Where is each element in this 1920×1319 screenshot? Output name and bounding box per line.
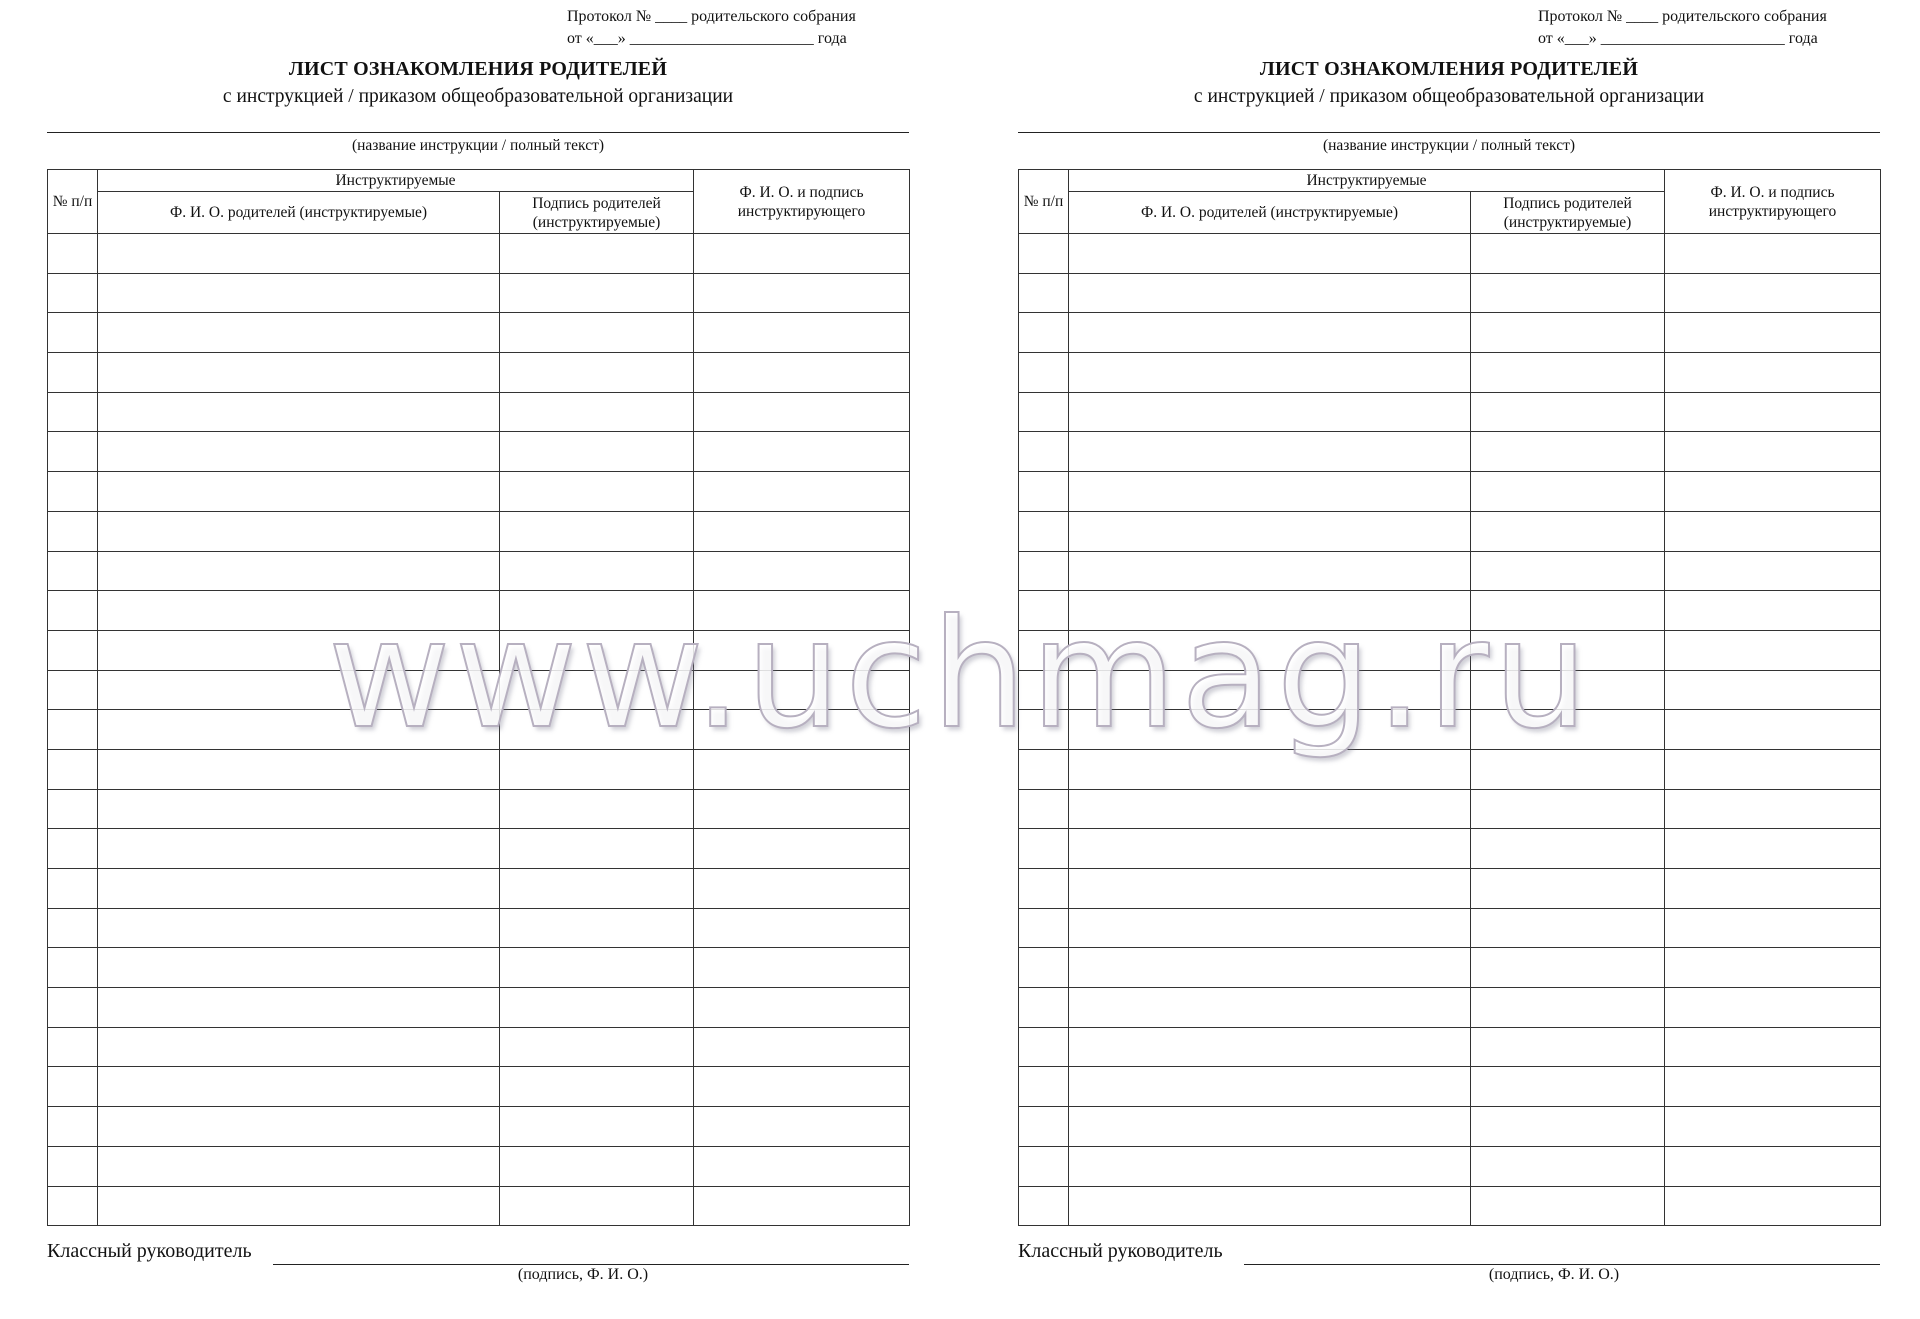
cell-instructor	[694, 353, 910, 393]
col-header-group-instructed: Инструктируемые	[98, 170, 694, 192]
cell-number	[1019, 273, 1069, 313]
cell-instructor	[694, 551, 910, 591]
cell-number	[1019, 1027, 1069, 1067]
protocol-header	[567, 6, 897, 50]
cell-parents-signature	[1471, 353, 1665, 393]
cell-parents-name	[98, 353, 500, 393]
cell-number	[1019, 551, 1069, 591]
cell-parents-signature	[1471, 789, 1665, 829]
col-header-instructor: Ф. И. О. и подпись инструктирующего	[1665, 170, 1881, 234]
col-header-number: № п/п	[1019, 170, 1069, 234]
cell-instructor	[1665, 234, 1881, 274]
cell-parents-signature	[1471, 710, 1665, 750]
table-row	[1019, 234, 1881, 274]
cell-parents-name	[1069, 749, 1471, 789]
cell-instructor	[694, 789, 910, 829]
table-row	[48, 313, 910, 353]
cell-parents-name	[98, 313, 500, 353]
cell-parents-name	[98, 710, 500, 750]
cell-number	[1019, 472, 1069, 512]
cell-number	[48, 591, 98, 631]
cell-parents-signature	[1471, 1146, 1665, 1186]
cell-instructor	[694, 591, 910, 631]
cell-number	[48, 551, 98, 591]
table-row	[1019, 829, 1881, 869]
cell-instructor	[1665, 630, 1881, 670]
table-row	[48, 591, 910, 631]
cell-number	[48, 749, 98, 789]
cell-number	[48, 789, 98, 829]
cell-parents-name	[98, 630, 500, 670]
cell-number	[48, 630, 98, 670]
table-row	[48, 472, 910, 512]
cell-instructor	[694, 273, 910, 313]
cell-parents-signature	[1471, 313, 1665, 353]
cell-parents-signature	[500, 908, 694, 948]
table-row	[1019, 551, 1881, 591]
cell-number	[48, 1067, 98, 1107]
cell-parents-signature	[500, 670, 694, 710]
table-row	[1019, 1107, 1881, 1147]
table-row	[1019, 313, 1881, 353]
class-teacher-label: Классный руководитель	[1018, 1240, 1223, 1262]
cell-number	[48, 869, 98, 909]
cell-parents-signature	[500, 710, 694, 750]
cell-number	[1019, 1067, 1069, 1107]
cell-number	[1019, 432, 1069, 472]
class-teacher-signature-caption: (подпись, Ф. И. О.)	[517, 1266, 649, 1283]
cell-parents-signature	[500, 1067, 694, 1107]
table-row	[48, 829, 910, 869]
cell-parents-signature	[500, 789, 694, 829]
cell-parents-name	[1069, 670, 1471, 710]
table-row	[48, 432, 910, 472]
cell-parents-signature	[500, 988, 694, 1028]
cell-parents-name	[1069, 789, 1471, 829]
cell-parents-name	[98, 948, 500, 988]
cell-instructor	[694, 472, 910, 512]
cell-instructor	[1665, 313, 1881, 353]
cell-instructor	[1665, 1067, 1881, 1107]
cell-instructor	[694, 511, 910, 551]
cell-parents-name	[98, 392, 500, 432]
cell-instructor	[1665, 1146, 1881, 1186]
cell-parents-name	[98, 234, 500, 274]
cell-parents-name	[98, 1186, 500, 1226]
cell-instructor	[694, 710, 910, 750]
table-row	[1019, 1186, 1881, 1226]
cell-parents-name	[1069, 829, 1471, 869]
cell-parents-name	[98, 1146, 500, 1186]
table-row	[1019, 869, 1881, 909]
table-row	[48, 353, 910, 393]
cell-number	[48, 670, 98, 710]
table-row	[48, 869, 910, 909]
table-row	[1019, 1146, 1881, 1186]
cell-parents-signature	[1471, 1067, 1665, 1107]
cell-instructor	[694, 1027, 910, 1067]
cell-parents-signature	[1471, 948, 1665, 988]
cell-parents-name	[1069, 472, 1471, 512]
table-row	[48, 392, 910, 432]
cell-number	[1019, 1146, 1069, 1186]
cell-parents-name	[1069, 273, 1471, 313]
col-header-instructor: Ф. И. О. и подпись инструктирующего	[694, 170, 910, 234]
table-row	[48, 1067, 910, 1107]
cell-parents-name	[98, 432, 500, 472]
cell-parents-signature	[1471, 591, 1665, 631]
cell-number	[1019, 710, 1069, 750]
table-row	[1019, 432, 1881, 472]
cell-parents-name	[1069, 432, 1471, 472]
cell-parents-signature	[500, 591, 694, 631]
cell-instructor	[694, 1067, 910, 1107]
cell-parents-name	[98, 789, 500, 829]
cell-parents-name	[1069, 1146, 1471, 1186]
table-row	[48, 670, 910, 710]
cell-instructor	[694, 988, 910, 1028]
sheet-title: ЛИСТ ОЗНАКОМЛЕНИЯ РОДИТЕЛЕЙ	[288, 58, 668, 80]
cell-parents-signature	[1471, 988, 1665, 1028]
cell-parents-name	[98, 908, 500, 948]
protocol-date-line: от «___» _______________________ года	[567, 30, 847, 47]
cell-parents-name	[1069, 591, 1471, 631]
cell-parents-name	[1069, 392, 1471, 432]
cell-instructor	[1665, 988, 1881, 1028]
cell-parents-signature	[500, 432, 694, 472]
cell-parents-name	[98, 988, 500, 1028]
cell-instructor	[1665, 869, 1881, 909]
cell-instructor	[694, 313, 910, 353]
cell-parents-name	[98, 1107, 500, 1147]
cell-parents-signature	[500, 869, 694, 909]
cell-parents-signature	[500, 948, 694, 988]
cell-parents-name	[98, 273, 500, 313]
cell-parents-signature	[1471, 392, 1665, 432]
table-row	[48, 1027, 910, 1067]
cell-parents-name	[1069, 948, 1471, 988]
cell-instructor	[1665, 551, 1881, 591]
table-row	[48, 948, 910, 988]
table-row	[1019, 789, 1881, 829]
table-row	[48, 1186, 910, 1226]
cell-instructor	[1665, 1107, 1881, 1147]
cell-instructor	[1665, 472, 1881, 512]
cell-number	[48, 948, 98, 988]
sheet-subtitle: с инструкцией / приказом общеобразовательной организации	[1193, 86, 1705, 107]
table-row	[48, 273, 910, 313]
cell-parents-signature	[500, 749, 694, 789]
cell-parents-name	[1069, 1027, 1471, 1067]
col-header-parents-signature: Подпись родителей (инструктируемые)	[500, 192, 694, 234]
cell-number	[48, 710, 98, 750]
cell-number	[1019, 392, 1069, 432]
cell-instructor	[1665, 1027, 1881, 1067]
cell-parents-name	[98, 670, 500, 710]
instruction-name-caption: (название инструкции / полный текст)	[1322, 137, 1576, 154]
sheet-subtitle: с инструкцией / приказом общеобразовательной организации	[222, 86, 734, 107]
col-header-number: № п/п	[48, 170, 98, 234]
cell-instructor	[1665, 353, 1881, 393]
cell-parents-name	[98, 1027, 500, 1067]
table-row	[48, 1107, 910, 1147]
cell-parents-signature	[1471, 869, 1665, 909]
cell-parents-name	[1069, 551, 1471, 591]
cell-number	[1019, 869, 1069, 909]
cell-parents-name	[1069, 869, 1471, 909]
cell-parents-signature	[500, 234, 694, 274]
cell-instructor	[694, 670, 910, 710]
cell-number	[1019, 789, 1069, 829]
cell-number	[1019, 749, 1069, 789]
cell-parents-name	[1069, 511, 1471, 551]
cell-parents-signature	[1471, 749, 1665, 789]
cell-parents-name	[98, 551, 500, 591]
cell-parents-signature	[500, 1027, 694, 1067]
table-row	[48, 908, 910, 948]
cell-number	[48, 1186, 98, 1226]
cell-parents-signature	[500, 630, 694, 670]
cell-parents-signature	[500, 392, 694, 432]
cell-instructor	[694, 630, 910, 670]
table-row	[1019, 988, 1881, 1028]
table-row	[1019, 392, 1881, 432]
cell-parents-name	[98, 749, 500, 789]
cell-parents-name	[98, 511, 500, 551]
table-row	[48, 234, 910, 274]
cell-number	[48, 313, 98, 353]
cell-parents-signature	[1471, 908, 1665, 948]
cell-instructor	[1665, 591, 1881, 631]
cell-number	[48, 511, 98, 551]
cell-number	[48, 1146, 98, 1186]
cell-parents-signature	[1471, 234, 1665, 274]
acknowledgement-table	[1018, 169, 1881, 1226]
cell-number	[48, 1027, 98, 1067]
cell-parents-name	[1069, 630, 1471, 670]
cell-parents-signature	[500, 511, 694, 551]
cell-instructor	[1665, 710, 1881, 750]
table-row	[1019, 908, 1881, 948]
col-header-parents-name: Ф. И. О. родителей (инструктируемые)	[98, 192, 500, 234]
table-row	[48, 551, 910, 591]
table-row	[1019, 591, 1881, 631]
cell-parents-name	[1069, 710, 1471, 750]
instruction-name-line	[1018, 132, 1880, 133]
cell-instructor	[694, 1186, 910, 1226]
cell-number	[48, 432, 98, 472]
cell-parents-name	[98, 472, 500, 512]
table-row	[1019, 353, 1881, 393]
cell-parents-name	[1069, 908, 1471, 948]
cell-instructor	[694, 948, 910, 988]
cell-parents-signature	[500, 273, 694, 313]
cell-parents-name	[1069, 1067, 1471, 1107]
table-row	[1019, 273, 1881, 313]
cell-number	[1019, 908, 1069, 948]
table-row	[1019, 670, 1881, 710]
cell-parents-signature	[1471, 472, 1665, 512]
cell-parents-signature	[1471, 511, 1665, 551]
table-row	[1019, 472, 1881, 512]
cell-number	[1019, 988, 1069, 1028]
cell-parents-name	[1069, 313, 1471, 353]
protocol-number-line: Протокол № ____ родительского собрания	[567, 8, 856, 25]
cell-number	[48, 353, 98, 393]
cell-instructor	[694, 869, 910, 909]
cell-parents-signature	[1471, 630, 1665, 670]
cell-instructor	[1665, 749, 1881, 789]
cell-number	[1019, 948, 1069, 988]
cell-instructor	[1665, 392, 1881, 432]
cell-parents-name	[98, 829, 500, 869]
cell-number	[48, 829, 98, 869]
cell-parents-signature	[500, 829, 694, 869]
table-row	[48, 749, 910, 789]
sheet-title: ЛИСТ ОЗНАКОМЛЕНИЯ РОДИТЕЛЕЙ	[1259, 58, 1639, 80]
instruction-name-line	[47, 132, 909, 133]
cell-instructor	[694, 908, 910, 948]
class-teacher-signature-line	[1244, 1264, 1880, 1265]
table-row	[1019, 630, 1881, 670]
cell-parents-signature	[500, 313, 694, 353]
table-row	[48, 511, 910, 551]
cell-number	[48, 988, 98, 1028]
cell-number	[48, 472, 98, 512]
cell-parents-signature	[1471, 551, 1665, 591]
cell-number	[1019, 630, 1069, 670]
cell-instructor	[694, 432, 910, 472]
col-header-group-instructed: Инструктируемые	[1069, 170, 1665, 192]
cell-instructor	[1665, 670, 1881, 710]
cell-parents-name	[98, 869, 500, 909]
watermark: www.uchmag.ru	[327, 588, 1593, 762]
cell-instructor	[694, 1146, 910, 1186]
cell-number	[48, 392, 98, 432]
col-header-parents-signature: Подпись родителей (инструктируемые)	[1471, 192, 1665, 234]
cell-number	[1019, 1186, 1069, 1226]
cell-parents-name	[1069, 1186, 1471, 1226]
protocol-header	[1538, 6, 1868, 50]
protocol-number-line: Протокол № ____ родительского собрания	[1538, 8, 1827, 25]
cell-number	[48, 908, 98, 948]
cell-number	[1019, 829, 1069, 869]
cell-parents-name	[1069, 234, 1471, 274]
class-teacher-label: Классный руководитель	[47, 1240, 252, 1262]
cell-parents-signature	[500, 1107, 694, 1147]
cell-instructor	[1665, 273, 1881, 313]
protocol-date-line: от «___» _______________________ года	[1538, 30, 1818, 47]
table-row	[48, 710, 910, 750]
acknowledgement-table	[47, 169, 910, 1226]
cell-number	[48, 273, 98, 313]
table-row	[1019, 749, 1881, 789]
cell-parents-signature	[1471, 829, 1665, 869]
cell-parents-signature	[1471, 1027, 1665, 1067]
cell-instructor	[694, 829, 910, 869]
table-row	[1019, 1027, 1881, 1067]
cell-instructor	[1665, 789, 1881, 829]
cell-number	[1019, 1107, 1069, 1147]
table-row	[48, 789, 910, 829]
cell-parents-name	[1069, 988, 1471, 1028]
form-sheet-right	[1018, 0, 1880, 1319]
class-teacher-signature-caption: (подпись, Ф. И. О.)	[1488, 1266, 1620, 1283]
cell-instructor	[1665, 948, 1881, 988]
table-row	[1019, 511, 1881, 551]
cell-instructor	[1665, 829, 1881, 869]
table-row	[1019, 1067, 1881, 1107]
cell-parents-signature	[500, 1146, 694, 1186]
cell-parents-signature	[500, 353, 694, 393]
cell-number	[48, 234, 98, 274]
instruction-name-caption: (название инструкции / полный текст)	[351, 137, 605, 154]
cell-parents-signature	[500, 551, 694, 591]
cell-parents-name	[1069, 353, 1471, 393]
table-row	[48, 630, 910, 670]
cell-number	[1019, 234, 1069, 274]
class-teacher-signature-line	[273, 1264, 909, 1265]
cell-number	[1019, 591, 1069, 631]
table-row	[48, 1146, 910, 1186]
table-row	[48, 988, 910, 1028]
cell-instructor	[694, 1107, 910, 1147]
col-header-parents-name: Ф. И. О. родителей (инструктируемые)	[1069, 192, 1471, 234]
cell-parents-name	[1069, 1107, 1471, 1147]
cell-parents-signature	[1471, 273, 1665, 313]
cell-parents-name	[98, 1067, 500, 1107]
cell-number	[1019, 670, 1069, 710]
table-row	[1019, 948, 1881, 988]
form-sheet-left	[47, 0, 909, 1319]
table-row	[1019, 710, 1881, 750]
cell-parents-signature	[500, 1186, 694, 1226]
cell-instructor	[1665, 432, 1881, 472]
cell-parents-signature	[500, 472, 694, 512]
cell-instructor	[1665, 1186, 1881, 1226]
cell-parents-name	[98, 591, 500, 631]
cell-instructor	[1665, 908, 1881, 948]
cell-instructor	[1665, 511, 1881, 551]
cell-parents-signature	[1471, 432, 1665, 472]
cell-number	[1019, 313, 1069, 353]
cell-parents-signature	[1471, 1107, 1665, 1147]
cell-instructor	[694, 234, 910, 274]
cell-parents-signature	[1471, 670, 1665, 710]
cell-number	[1019, 353, 1069, 393]
cell-instructor	[694, 392, 910, 432]
cell-number	[1019, 511, 1069, 551]
cell-instructor	[694, 749, 910, 789]
cell-parents-signature	[1471, 1186, 1665, 1226]
cell-number	[48, 1107, 98, 1147]
